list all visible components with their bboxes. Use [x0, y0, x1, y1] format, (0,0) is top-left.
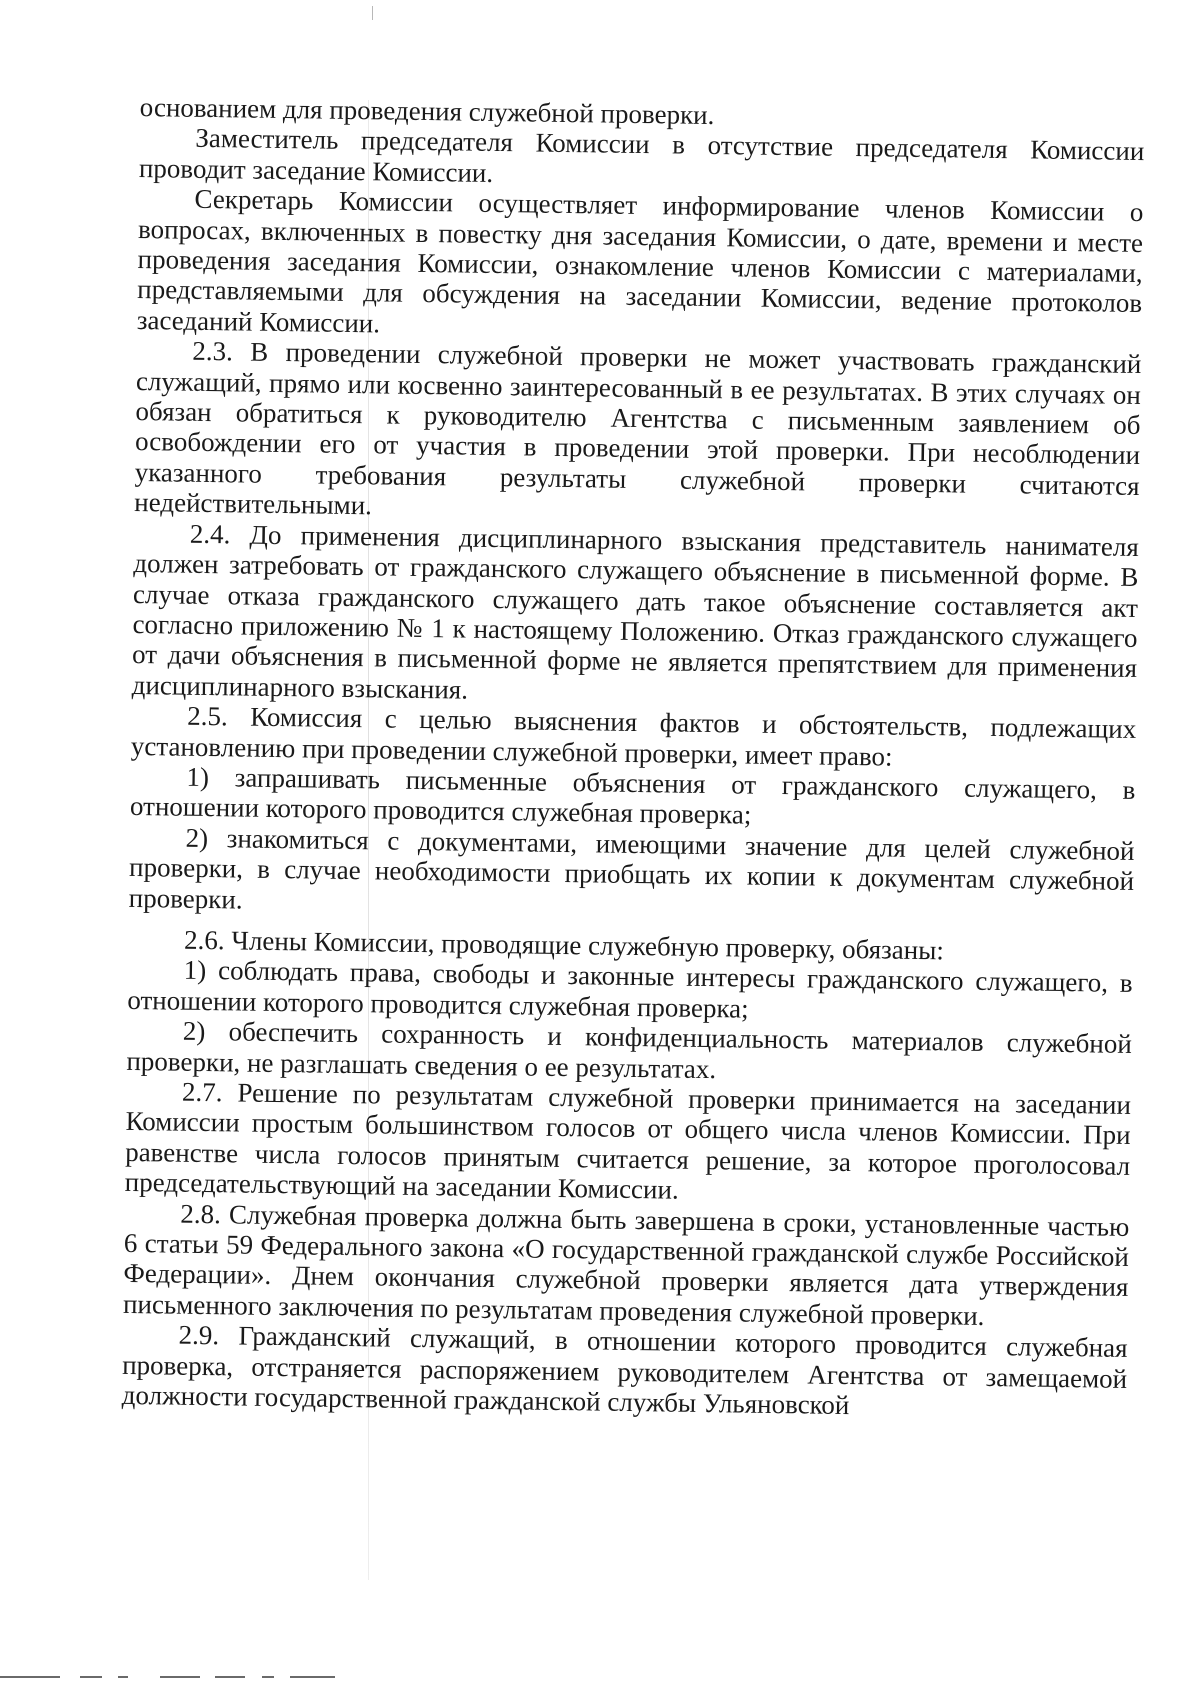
- document-body: [122, 92, 1145, 1424]
- paragraph-secretary: Секретарь Комиссии осуществляет информирование членов Комиссии о вопросах, включенных в повестку дня заседания Комиссии, о дате, времени и месте проведения заседания Комиссии, ознакомление членов Комиссии с материалами, представляемыми для обсуждения на заседании Комиссии, ведение протоколов заседаний Комиссии.: [136, 183, 1144, 339]
- paragraph-2-9: 2.9. Гражданский служащий, в отношении которого проводится служебная проверка, отстраняется распоряжением руководителем Агентства от замещаемой должности государственной гражданской службы Ульяновской: [121, 1319, 1128, 1421]
- paragraph-2-4: 2.4. До применения дисциплинарного взыскания представитель нанимателя должен затребовать от гражданского служащего объяснение в письменной форме. В случае отказа гражданского служащего дать такое объяснение составляется акт согласно приложению № 1 к настоящему Положению. Отказ гражданского служащего от дачи объяснения в письменной форме не является препятствием для применения дисциплинарного взыскания.: [131, 518, 1139, 705]
- paragraph-2-6-item-2: 2) обеспечить сохранность и конфиденциальность материалов служебной проверки, не разглашать сведения о ее результатах.: [126, 1015, 1133, 1084]
- scan-artifact-bottom: [0, 1676, 380, 1682]
- paragraph-continuation: основанием для проведения служебной проверки.: [139, 92, 715, 131]
- paragraph-2-8: 2.8. Служебная проверка должна быть завершена в сроки, установленные частью 6 статьи 59 Федерального закона «О государственной гражданской службе Российской Федерации». Днем окончания служебной проверки является дата утверждения письменного заключения по результатам проведения служебной проверки.: [122, 1198, 1130, 1331]
- paragraph-2-7: 2.7. Решение по результатам служебной проверки принимается на заседании Комиссии простым большинством голосов от общего числа членов Комиссии. При равенстве числа голосов принятым считается решение, за которое проголосовал председательствующий на заседании Комиссии.: [124, 1076, 1132, 1205]
- paragraph-2-6: 2.6. Члены Комиссии, проводящие служебную проверку, обязаны:: [183, 924, 945, 966]
- scan-artifact-top: [372, 6, 373, 20]
- paragraph-2-5-item-1: 1) запрашивать письменные объяснения от гражданского служащего, в отношении которого проводится служебная проверка;: [129, 761, 1136, 830]
- paragraph-deputy-chair: Заместитель председателя Комиссии в отсутствие председателя Комиссии проводит заседание Комиссии.: [138, 123, 1145, 188]
- paragraph-2-3: 2.3. В проведении служебной проверки не может участвовать гражданский служащий, прямо или косвенно заинтересованный в ее результатах. В этих случаях он обязан обратиться к руководителю Агентства с письменным заявлением об освобождении его от участия в проведении этой проверки. При несоблюдении указанного требования результаты служебной проверки считаются недействительными.: [134, 336, 1142, 521]
- paragraph-2-6-item-1: 1) соблюдать права, свободы и законные интересы гражданского служащего, в отношении которого проводится служебная проверка;: [127, 955, 1133, 1024]
- paragraph-2-5: 2.5. Комиссия с целью выяснения фактов и обстоятельств, подлежащих установлению при проведении служебной проверки, имеет право:: [130, 700, 1137, 772]
- paragraph-2-5-item-2: 2) знакомиться с документами, имеющими значение для целей служебной проверки, в случае необходимости приобщать их копии к документам служебной проверки.: [128, 822, 1135, 915]
